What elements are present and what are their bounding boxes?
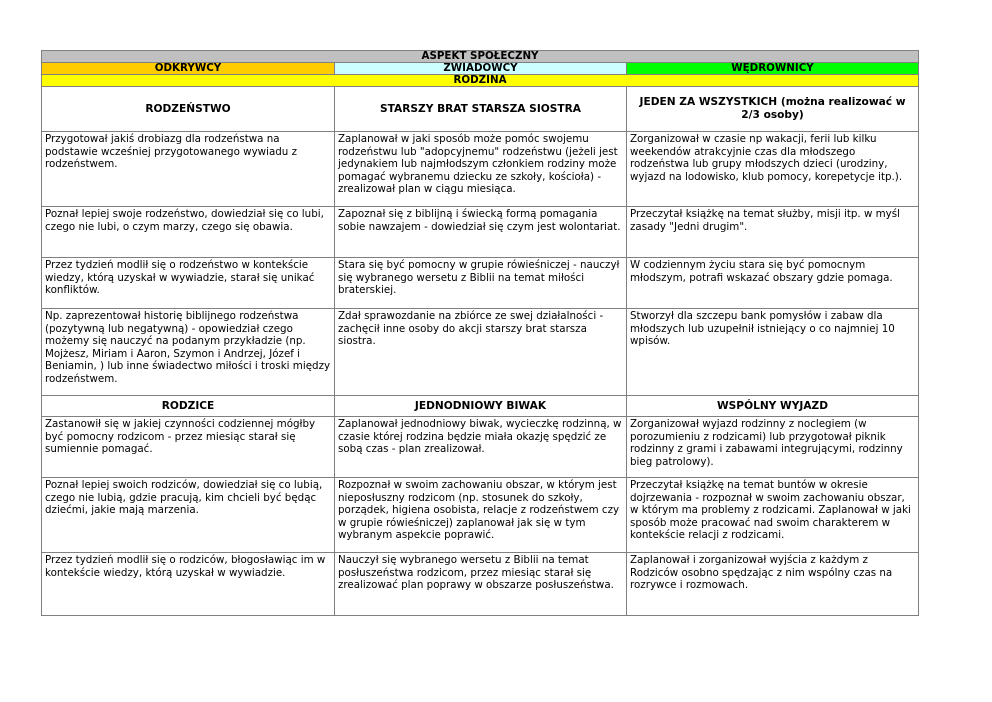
block1-header-row — [42, 87, 919, 132]
aspect-row — [42, 51, 919, 63]
block2-title-1: RODZICE — [42, 396, 335, 417]
group-wedrownicy: WĘDROWNICY — [627, 63, 919, 75]
table-cell: Zdał sprawozdanie na zbiórce ze swej działalności - zachęcił inne osoby do akcji starszy brat starsza siostra. — [335, 309, 627, 396]
table-cell: Przez tydzień modlił się o rodziców, błogosławiąc im w kontekście wiedzy, którą uzyskał w wywiadzie. — [42, 553, 335, 616]
table-cell: Zorganizował w czasie np wakacji, ferii lub kilku weekendów atrakcyjnie czas dla młodszego rodzeństwa lub grupy młodszych dzieci (urodziny, wyjazd na lodowisko, klub pomocy, korepetycje itp.). — [627, 132, 919, 207]
table-row — [42, 207, 919, 258]
table-cell: Rozpoznał w swoim zachowaniu obszar, w którym jest nieposłuszny rodzicom (np. stosunek do szkoły, porządek, higiena osobista, relacje z rodzeństwem czy w grupie rówieśniczej) zaplanował jak się w tym wybranym aspekcie poprawić. — [335, 478, 627, 553]
group-odkrywcy: ODKRYWCY — [42, 63, 335, 75]
table-row — [42, 132, 919, 207]
table-cell: Przygotował jakiś drobiazg dla rodzeństwa na podstawie wcześniej przygotowanego wywiadu z rodzeństwem. — [42, 132, 335, 207]
table-cell: Przeczytał książkę na temat służby, misji itp. w myśl zasady "Jedni drugim". — [627, 207, 919, 258]
table-cell: Poznał lepiej swoje rodzeństwo, dowiedział się co lubi, czego nie lubi, o czym marzy, czego się obawia. — [42, 207, 335, 258]
aspect-title: ASPEKT SPOŁECZNY — [42, 51, 919, 63]
block1-title-3: JEDEN ZA WSZYSTKICH (można realizować w 2/3 osoby) — [627, 87, 919, 132]
table-cell: Np. zaprezentował historię biblijnego rodzeństwa (pozytywną lub negatywną) - opowiedział czego możemy się nauczyć na podanym przykładzie (np. Mojżesz, Miriam i Aaron, Szymon i Andrzej, Józef i Beniamin, ) lub inne świadectwo miłości i troski między rodzeństwem. — [42, 309, 335, 396]
table-row — [42, 417, 919, 478]
table-row — [42, 478, 919, 553]
table-cell: Zastanowił się w jakiej czynności codziennej mógłby być pomocny rodzicom - przez miesiąc starał się sumiennie pomagać. — [42, 417, 335, 478]
table-cell: Stworzył dla szczepu bank pomysłów i zabaw dla młodszych lub uzupełnił istniejący o co najmniej 10 wpisów. — [627, 309, 919, 396]
table-cell: Zaplanował jednodniowy biwak, wycieczkę rodzinną, w czasie której rodzina będzie miała okazję spędzić ze sobą czas - plan zrealizował. — [335, 417, 627, 478]
groups-row — [42, 63, 919, 75]
section-row — [42, 75, 919, 87]
table-cell: Zapoznał się z biblijną i świecką formą pomagania sobie nawzajem - dowiedział się czym jest wolontariat. — [335, 207, 627, 258]
table-cell: Zaplanował i zorganizował wyjścia z każdym z Rodziców osobno spędzając z nim wspólny czas na rozrywce i rozmowach. — [627, 553, 919, 616]
block2-title-3: WSPÓLNY WYJAZD — [627, 396, 919, 417]
table-row — [42, 258, 919, 309]
table-row — [42, 553, 919, 616]
table-cell: W codziennym życiu stara się być pomocnym młodszym, potrafi wskazać obszary gdzie pomaga. — [627, 258, 919, 309]
table-cell: Przeczytał książkę na temat buntów w okresie dojrzewania - rozpoznał w swoim zachowaniu obszar, w którym ma problemy z rodzicami. Zaplanował w jaki sposób może pracować nad swoim charakterem w kontekście relacji z rodzicami. — [627, 478, 919, 553]
block2-title-2: JEDNODNIOWY BIWAK — [335, 396, 627, 417]
table-cell: Zorganizował wyjazd rodzinny z noclegiem (w porozumieniu z rodzicami) lub przygotował piknik rodzinny z grami i zabawami integrującymi, rodzinny bieg patrolowy). — [627, 417, 919, 478]
section-title: RODZINA — [42, 75, 919, 87]
table-cell: Poznał lepiej swoich rodziców, dowiedział się co lubią, czego nie lubią, gdzie pracują, kim chcieli być będąc dziećmi, jakie mają marzenia. — [42, 478, 335, 553]
table-cell: Zaplanował w jaki sposób może pomóc swojemu rodzeństwu lub "adopcyjnemu" rodzeństwu (jeżeli jest jedynakiem lub najmłodszym członkiem rodziny może pomagać wybranemu dziecku ze szkoły, kościoła) - zrealizował plan w ciągu miesiąca. — [335, 132, 627, 207]
block2-header-row — [42, 396, 919, 417]
requirements-table — [41, 50, 919, 616]
table-row — [42, 309, 919, 396]
group-zwiadowcy: ZWIADOWCY — [335, 63, 627, 75]
table-cell: Przez tydzień modlił się o rodzeństwo w kontekście wiedzy, którą uzyskał w wywiadzie, starał się unikać konfliktów. — [42, 258, 335, 309]
table-cell: Nauczył się wybranego wersetu z Biblii na temat posłuszeństwa rodzicom, przez miesiąc starał się zrealizować plan poprawy w obszarze posłuszeństwa. — [335, 553, 627, 616]
table-cell: Stara się być pomocny w grupie rówieśniczej - nauczył się wybranego wersetu z Biblii na temat miłości braterskiej. — [335, 258, 627, 309]
block1-title-1: RODZEŃSTWO — [42, 87, 335, 132]
block1-title-2: STARSZY BRAT STARSZA SIOSTRA — [335, 87, 627, 132]
